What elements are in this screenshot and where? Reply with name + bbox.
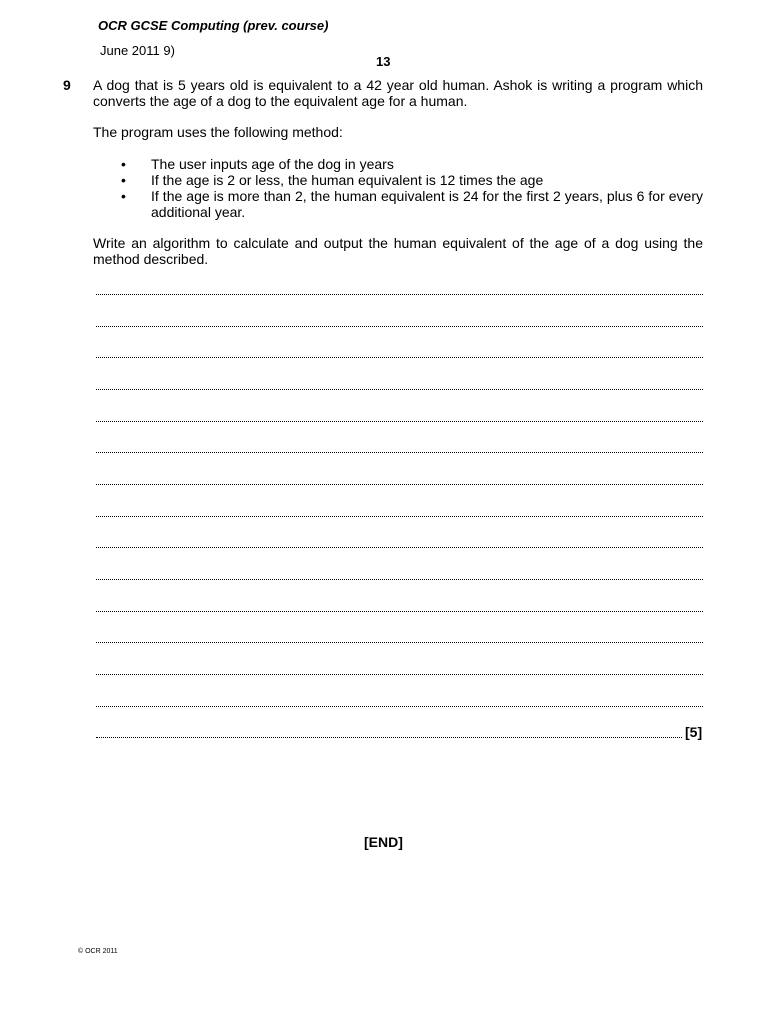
copyright-notice: © OCR 2011 bbox=[78, 948, 118, 955]
answer-line[interactable] bbox=[96, 326, 703, 327]
method-item bbox=[93, 188, 703, 220]
answer-line[interactable] bbox=[96, 674, 703, 675]
answer-line[interactable] bbox=[96, 706, 703, 707]
bullet-icon: • bbox=[121, 188, 126, 204]
method-item-text: If the age is more than 2, the human equivalent is 24 for the first 2 years, plus 6 for every additional year. bbox=[151, 188, 703, 220]
method-item-text: The user inputs age of the dog in years bbox=[151, 156, 394, 172]
answer-line[interactable] bbox=[96, 389, 703, 390]
page-number: 13 bbox=[376, 54, 391, 69]
answer-line[interactable] bbox=[96, 452, 703, 453]
answer-line[interactable] bbox=[96, 294, 703, 295]
bullet-icon: • bbox=[121, 156, 126, 172]
header-reference: June 2011 9) bbox=[100, 43, 175, 58]
answer-line[interactable] bbox=[96, 642, 703, 643]
answer-line[interactable] bbox=[96, 579, 703, 580]
question-number: 9 bbox=[63, 77, 71, 93]
method-intro: The program uses the following method: bbox=[93, 124, 343, 140]
method-item bbox=[93, 172, 703, 188]
question-task: Write an algorithm to calculate and output the human equivalent of the age of a dog using the method described. bbox=[93, 235, 703, 267]
method-item bbox=[93, 156, 703, 172]
answer-line[interactable] bbox=[96, 516, 703, 517]
answer-line[interactable] bbox=[96, 484, 703, 485]
answer-line[interactable] bbox=[96, 737, 682, 738]
answer-line[interactable] bbox=[96, 357, 703, 358]
header-title: OCR GCSE Computing (prev. course) bbox=[98, 18, 329, 33]
method-item-text: If the age is 2 or less, the human equivalent is 12 times the age bbox=[151, 172, 544, 188]
answer-line[interactable] bbox=[96, 547, 703, 548]
answer-line[interactable] bbox=[96, 611, 703, 612]
answer-line[interactable] bbox=[96, 421, 703, 422]
question-intro: A dog that is 5 years old is equivalent to a 42 year old human. Ashok is writing a program which converts the age of a dog to the equivalent age for a human. bbox=[93, 77, 703, 109]
bullet-icon: • bbox=[121, 172, 126, 188]
marks-label: [5] bbox=[685, 724, 703, 740]
end-marker: [END] bbox=[364, 834, 403, 850]
method-list bbox=[93, 156, 703, 220]
